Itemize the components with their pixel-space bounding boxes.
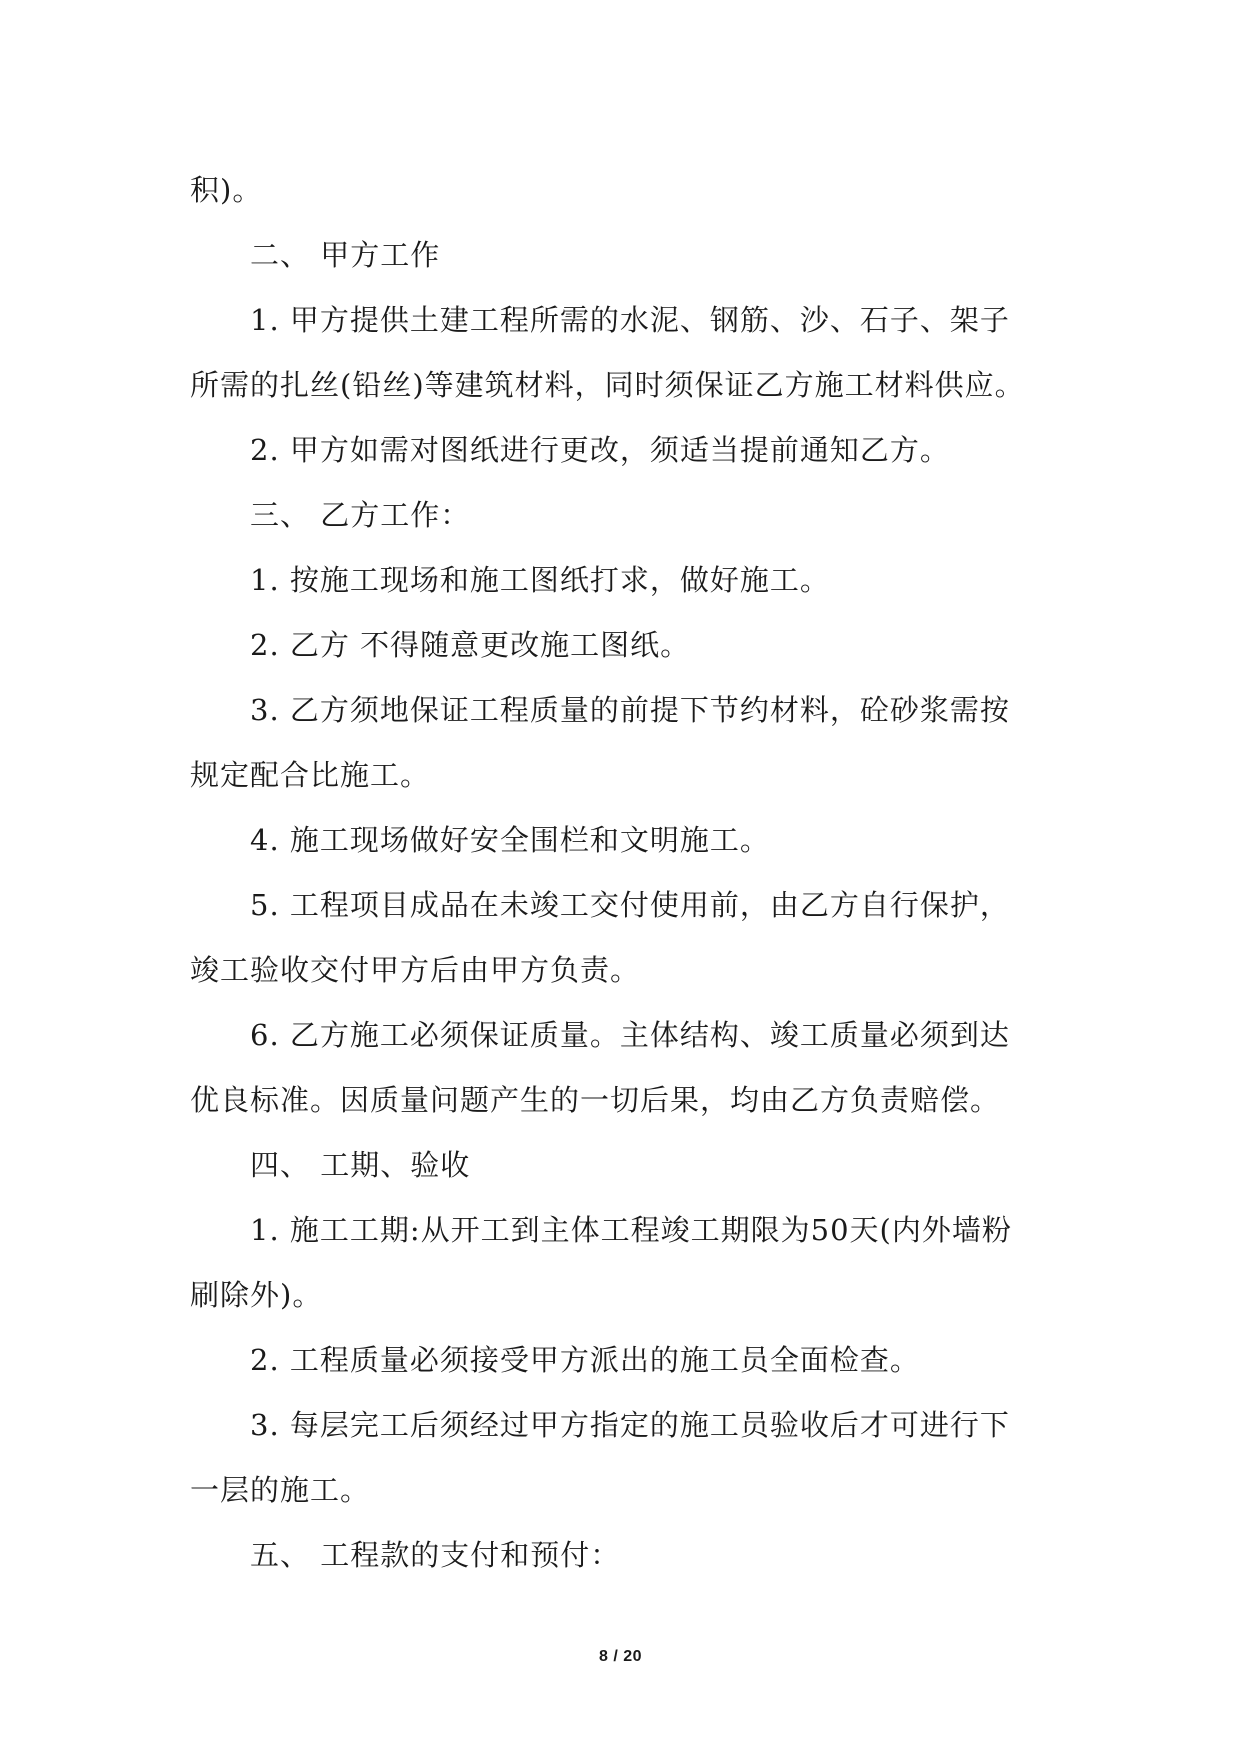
- text-line: 规定配合比施工。: [190, 758, 431, 792]
- text-line: 1. 施工工期:从开工到主体工程竣工期限为50天(内外墙粉: [250, 1213, 1012, 1247]
- section-heading: 三、 乙方工作：: [250, 498, 471, 532]
- section-heading: 四、 工期、验收: [250, 1148, 471, 1182]
- text-line: 2. 工程质量必须接受甲方派出的施工员全面检查。: [250, 1343, 920, 1377]
- text-line: 1. 按施工现场和施工图纸打求，做好施工。: [250, 563, 830, 597]
- text-line: 2. 乙方 不得随意更改施工图纸。: [250, 628, 691, 662]
- page-number: 8 / 20: [598, 1648, 643, 1665]
- text-line: 一层的施工。: [190, 1473, 371, 1507]
- text-line: 优良标准。因质量问题产生的一切后果，均由乙方负责赔偿。: [190, 1083, 1001, 1117]
- text-line: 2. 甲方如需对图纸进行更改，须适当提前通知乙方。: [250, 433, 950, 467]
- text-line: 积)。: [190, 173, 263, 207]
- section-heading: 二、 甲方工作: [250, 238, 441, 272]
- text-line: 刷除外)。: [190, 1278, 323, 1312]
- text-line: 竣工验收交付甲方后由甲方负责。: [190, 953, 641, 987]
- text-line: 所需的扎丝(铅丝)等建筑材料，同时须保证乙方施工材料供应。: [190, 368, 1025, 402]
- text-line: 6. 乙方施工必须保证质量。主体结构、竣工质量必须到达: [250, 1018, 1010, 1052]
- text-line: 5. 工程项目成品在未竣工交付使用前，由乙方自行保护，: [250, 888, 1010, 922]
- text-line: 3. 每层完工后须经过甲方指定的施工员验收后才可进行下: [250, 1408, 1010, 1442]
- text-line: 4. 施工现场做好安全围栏和文明施工。: [250, 823, 770, 857]
- text-line: 1. 甲方提供土建工程所需的水泥、钢筋、沙、石子、架子: [250, 303, 1010, 337]
- text-line: 3. 乙方须地保证工程质量的前提下节约材料，砼砂浆需按: [250, 693, 1010, 727]
- body-text: [190, 158, 1070, 1588]
- section-heading: 五、 工程款的支付和预付：: [250, 1538, 621, 1572]
